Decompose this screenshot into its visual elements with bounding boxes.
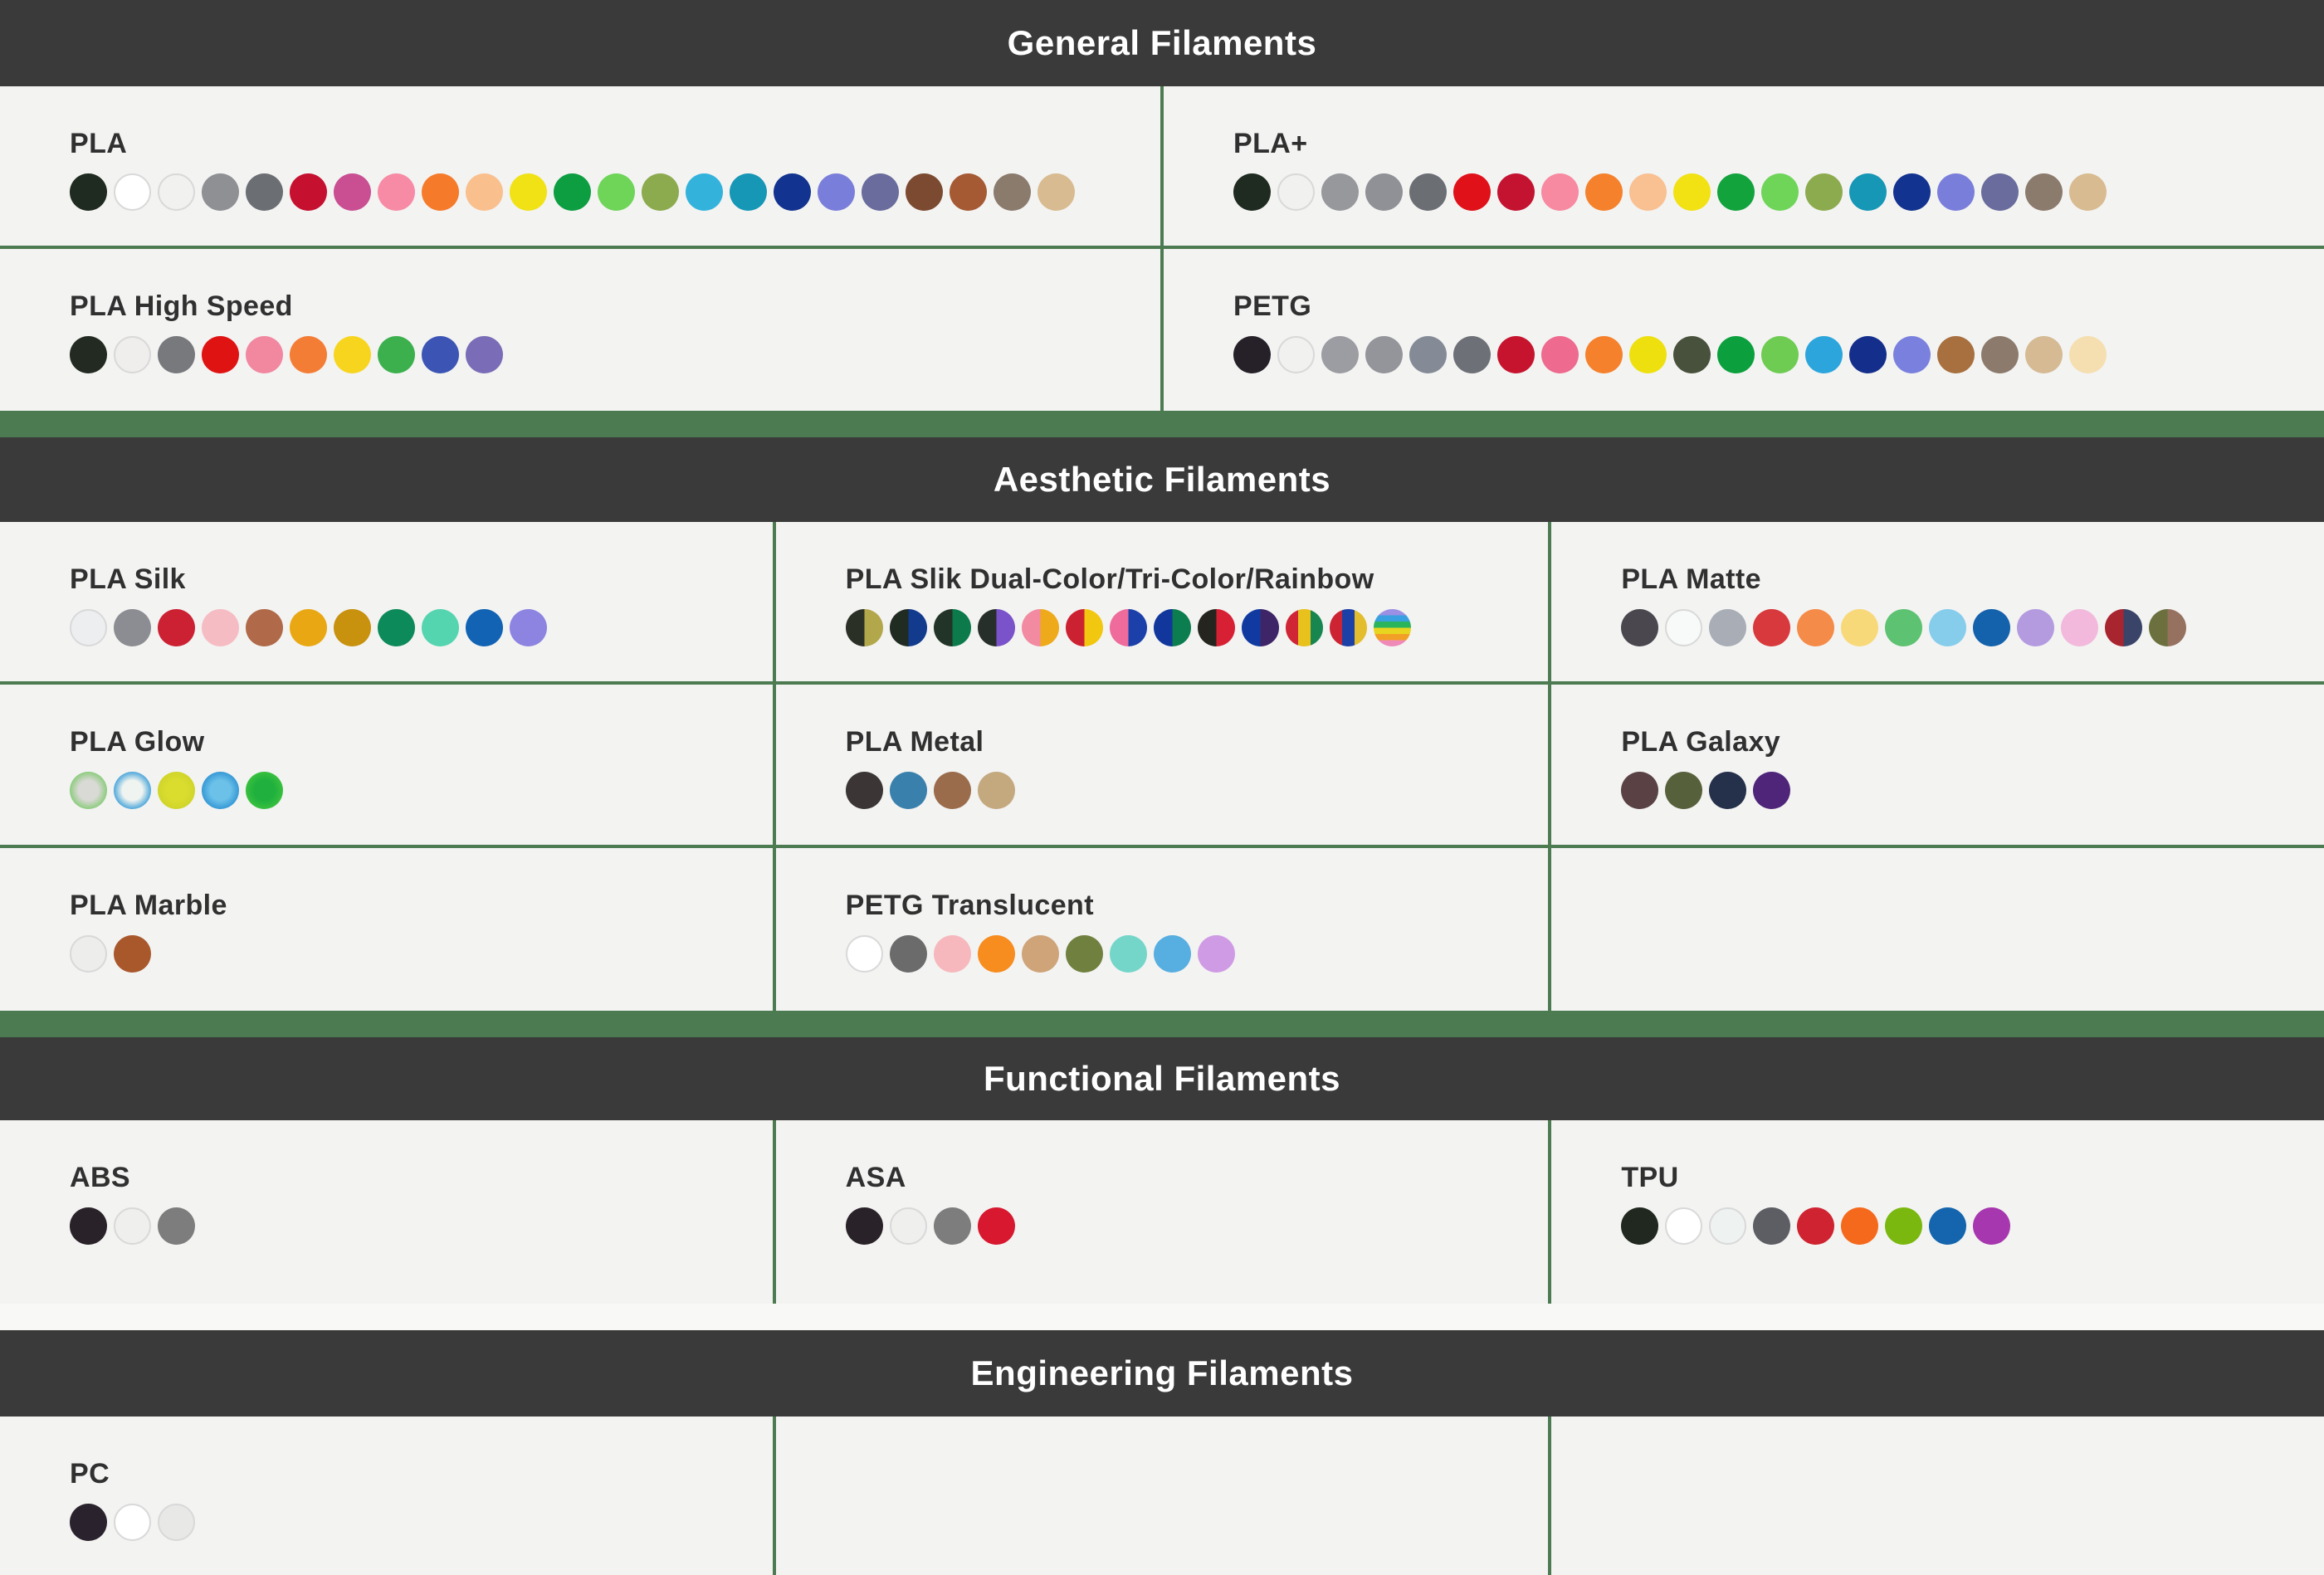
color-swatch [890, 1207, 927, 1245]
section-title: General Filaments [1007, 23, 1317, 62]
section-separator [0, 1304, 2324, 1330]
section-title: Engineering Filaments [970, 1353, 1354, 1392]
color-swatch [1709, 1207, 1746, 1245]
color-swatch [466, 336, 503, 373]
color-swatch [1673, 336, 1711, 373]
filament-cell-pla-marble [0, 848, 773, 1011]
color-swatch [158, 336, 195, 373]
color-swatch [114, 173, 151, 211]
color-swatch [1233, 173, 1271, 211]
color-swatch [114, 935, 151, 973]
color-swatch [70, 1207, 107, 1245]
swatch-list [70, 935, 773, 973]
color-swatch [1709, 609, 1746, 646]
filament-name: ASA [845, 1162, 906, 1193]
swatch-list [846, 1207, 1549, 1245]
color-swatch [1497, 173, 1535, 211]
filament-row [0, 246, 2324, 411]
color-swatch [890, 935, 927, 973]
color-swatch [1621, 1207, 1658, 1245]
color-swatch [1621, 772, 1658, 809]
swatch-list [1233, 336, 2324, 373]
color-swatch [1937, 336, 1975, 373]
color-swatch [158, 609, 195, 646]
section-header-functional-filaments [0, 1037, 2324, 1120]
color-swatch [158, 173, 195, 211]
color-swatch [158, 772, 195, 809]
color-swatch [1585, 336, 1623, 373]
filament-cell-pla-glow [0, 685, 773, 845]
color-swatch [466, 609, 503, 646]
section-header-general-filaments [0, 0, 2324, 86]
color-swatch [994, 173, 1031, 211]
color-swatch [1885, 609, 1922, 646]
filament-cell-pla-high-speed [0, 249, 1160, 411]
color-swatch [290, 173, 327, 211]
filament-row [0, 522, 2324, 681]
filament-row [0, 845, 2324, 1011]
color-swatch [1893, 336, 1931, 373]
color-swatch [114, 772, 151, 809]
color-swatch [246, 336, 283, 373]
color-swatch [246, 609, 283, 646]
color-swatch [1761, 173, 1799, 211]
color-swatch [1154, 935, 1191, 973]
color-swatch [1277, 173, 1315, 211]
section-title: Functional Filaments [983, 1059, 1341, 1098]
color-swatch [1365, 336, 1403, 373]
color-swatch [1629, 336, 1667, 373]
color-swatch [1805, 336, 1843, 373]
color-swatch [1154, 609, 1191, 646]
color-swatch [1709, 772, 1746, 809]
color-swatch [422, 173, 459, 211]
color-swatch [1753, 1207, 1790, 1245]
color-swatch [978, 935, 1015, 973]
color-swatch [1453, 336, 1491, 373]
filament-name: PETG [1233, 290, 1312, 322]
color-swatch [554, 173, 591, 211]
color-swatch [1885, 1207, 1922, 1245]
filament-name: PLA Silk [70, 563, 186, 595]
color-swatch [1753, 772, 1790, 809]
color-swatch [1321, 336, 1359, 373]
color-swatch [1981, 173, 2019, 211]
color-swatch [1929, 1207, 1966, 1245]
swatch-list [70, 1207, 773, 1245]
color-swatch [378, 173, 415, 211]
color-swatch [774, 173, 811, 211]
color-swatch [334, 336, 371, 373]
color-swatch [906, 173, 943, 211]
color-swatch [246, 173, 283, 211]
color-swatch [1233, 336, 1271, 373]
color-swatch [1797, 1207, 1834, 1245]
color-swatch [934, 1207, 971, 1245]
color-swatch [334, 609, 371, 646]
color-swatch [1242, 609, 1279, 646]
color-swatch [1761, 336, 1799, 373]
color-swatch [1621, 609, 1658, 646]
filament-cell-empty [1548, 1417, 2324, 1575]
color-swatch [1374, 609, 1411, 646]
color-swatch [70, 336, 107, 373]
swatch-list [70, 609, 773, 646]
color-swatch [2105, 609, 2142, 646]
color-swatch [934, 609, 971, 646]
filament-row [0, 1417, 2324, 1575]
color-swatch [422, 336, 459, 373]
swatch-list [846, 935, 1549, 973]
color-swatch [334, 173, 371, 211]
color-swatch [290, 336, 327, 373]
filament-cell-petg-translucent [773, 848, 1549, 1011]
color-swatch [1110, 935, 1147, 973]
section-separator [0, 411, 2324, 437]
color-swatch [202, 336, 239, 373]
color-swatch [1981, 336, 2019, 373]
color-swatch [114, 609, 151, 646]
color-swatch [2025, 173, 2063, 211]
color-swatch [598, 173, 635, 211]
color-swatch [1409, 336, 1447, 373]
color-swatch [1110, 609, 1147, 646]
swatch-list [70, 336, 1160, 373]
color-swatch [934, 772, 971, 809]
color-swatch [2025, 336, 2063, 373]
filament-name: PLA Slik Dual-Color/Tri-Color/Rainbow [845, 563, 1374, 595]
color-swatch [1717, 336, 1755, 373]
filament-name: PLA+ [1233, 128, 1308, 159]
color-swatch [70, 173, 107, 211]
color-swatch [1022, 609, 1059, 646]
color-swatch [818, 173, 855, 211]
color-swatch [114, 1207, 151, 1245]
filament-cell-pla-plus [1160, 86, 2324, 246]
filament-name: PLA [70, 128, 128, 159]
filament-cell-pla [0, 86, 1160, 246]
color-swatch [978, 1207, 1015, 1245]
color-swatch [846, 609, 883, 646]
color-swatch [846, 1207, 883, 1245]
swatch-list [1233, 173, 2324, 211]
filament-cell-pla-slik-dual-color-tri-color-rainbow [773, 522, 1549, 681]
color-swatch [70, 772, 107, 809]
color-swatch [1841, 1207, 1878, 1245]
color-swatch [1893, 173, 1931, 211]
color-swatch [290, 609, 327, 646]
filament-cell-pla-silk [0, 522, 773, 681]
color-swatch [890, 609, 927, 646]
swatch-list [846, 772, 1549, 809]
color-swatch [422, 609, 459, 646]
color-swatch [1665, 609, 1702, 646]
color-swatch [1365, 173, 1403, 211]
color-swatch [1409, 173, 1447, 211]
filament-cell-pla-galaxy [1548, 685, 2324, 845]
color-swatch [510, 173, 547, 211]
color-swatch [1665, 1207, 1702, 1245]
filament-name: PC [70, 1458, 110, 1490]
swatch-list [846, 609, 1549, 646]
color-swatch [846, 935, 883, 973]
color-swatch [978, 609, 1015, 646]
color-swatch [202, 609, 239, 646]
filament-row [0, 1120, 2324, 1304]
color-swatch [1797, 609, 1834, 646]
color-swatch [2069, 336, 2107, 373]
filament-cell-empty [773, 1417, 1549, 1575]
color-swatch [846, 772, 883, 809]
color-swatch [1629, 173, 1667, 211]
color-swatch [950, 173, 987, 211]
color-swatch [1541, 336, 1579, 373]
section-header-engineering-filaments [0, 1330, 2324, 1417]
color-swatch [1453, 173, 1491, 211]
color-swatch [1321, 173, 1359, 211]
color-swatch [70, 935, 107, 973]
filament-cell-asa [773, 1120, 1549, 1304]
color-swatch [70, 609, 107, 646]
color-swatch [1937, 173, 1975, 211]
color-swatch [202, 772, 239, 809]
color-swatch [158, 1504, 195, 1541]
color-swatch [1849, 336, 1887, 373]
filament-name: PLA Metal [845, 726, 984, 758]
color-swatch [1849, 173, 1887, 211]
color-swatch [1022, 935, 1059, 973]
filament-cell-pla-metal [773, 685, 1549, 845]
color-swatch [466, 173, 503, 211]
filament-name: PLA Marble [70, 890, 227, 921]
filament-name: PLA Glow [70, 726, 205, 758]
color-swatch [378, 336, 415, 373]
color-swatch [890, 772, 927, 809]
filament-cell-petg [1160, 249, 2324, 411]
filament-name: PETG Translucent [845, 890, 1094, 921]
filament-cell-empty [1548, 848, 2324, 1011]
color-swatch [378, 609, 415, 646]
color-swatch [2069, 173, 2107, 211]
filament-cell-pc [0, 1417, 773, 1575]
color-swatch [1277, 336, 1315, 373]
color-swatch [1541, 173, 1579, 211]
color-swatch [2061, 609, 2098, 646]
swatch-list [70, 772, 773, 809]
filament-name: PLA Galaxy [1621, 726, 1781, 758]
color-swatch [1717, 173, 1755, 211]
swatch-list [1621, 772, 2324, 809]
color-swatch [158, 1207, 195, 1245]
swatch-list [1621, 609, 2324, 646]
filament-name: TPU [1621, 1162, 1679, 1193]
color-swatch [730, 173, 767, 211]
color-swatch [1198, 935, 1235, 973]
color-swatch [978, 772, 1015, 809]
color-swatch [70, 1504, 107, 1541]
color-swatch [1198, 609, 1235, 646]
swatch-list [70, 173, 1160, 211]
color-swatch [1753, 609, 1790, 646]
color-swatch [1066, 935, 1103, 973]
color-swatch [1929, 609, 1966, 646]
color-swatch [114, 1504, 151, 1541]
filament-cell-pla-matte [1548, 522, 2324, 681]
color-swatch [114, 336, 151, 373]
filament-name: ABS [70, 1162, 130, 1193]
color-swatch [1973, 1207, 2010, 1245]
color-swatch [1665, 772, 1702, 809]
color-swatch [934, 935, 971, 973]
filament-cell-abs [0, 1120, 773, 1304]
color-swatch [686, 173, 723, 211]
swatch-list [70, 1504, 773, 1541]
filament-row [0, 86, 2324, 246]
filament-name: PLA Matte [1621, 563, 1761, 595]
filament-cell-tpu [1548, 1120, 2324, 1304]
color-swatch [1805, 173, 1843, 211]
color-swatch [246, 772, 283, 809]
section-header-aesthetic-filaments [0, 437, 2324, 522]
color-swatch [1585, 173, 1623, 211]
color-swatch [862, 173, 899, 211]
color-swatch [2017, 609, 2054, 646]
section-separator [0, 1011, 2324, 1037]
color-swatch [1841, 609, 1878, 646]
color-swatch [1066, 609, 1103, 646]
color-swatch [1973, 609, 2010, 646]
color-swatch [1673, 173, 1711, 211]
color-swatch [1286, 609, 1323, 646]
color-swatch [1497, 336, 1535, 373]
color-swatch [1038, 173, 1075, 211]
color-swatch [202, 173, 239, 211]
color-swatch [1330, 609, 1367, 646]
filament-row [0, 681, 2324, 845]
color-swatch [2149, 609, 2186, 646]
color-swatch [510, 609, 547, 646]
section-title: Aesthetic Filaments [993, 460, 1331, 499]
filament-name: PLA High Speed [70, 290, 293, 322]
color-swatch [642, 173, 679, 211]
swatch-list [1621, 1207, 2324, 1245]
